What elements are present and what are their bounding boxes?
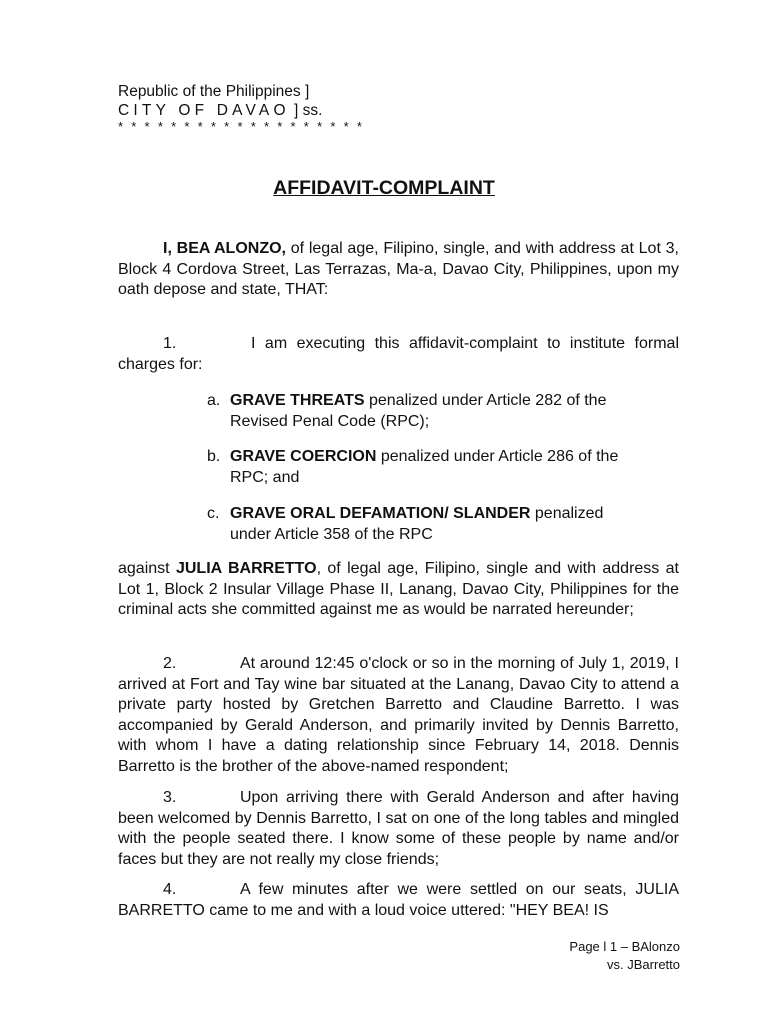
paragraph-2: [118, 654, 679, 777]
paragraph-number: 1.: [163, 335, 177, 352]
charge-label: c.: [207, 505, 220, 522]
charge-item-a: [207, 391, 652, 432]
paragraph-4: [118, 880, 679, 921]
intro-text: of legal age, Filipino, single, and with address at Lot 3, Block 4 Cordova Street, Las Terrazas, Ma-a, Davao City, Philippines, upon my oath depose and state, THAT:: [118, 240, 679, 298]
paragraph-number: 2.: [163, 655, 177, 672]
paragraph-number: 3.: [163, 789, 177, 806]
footer-case-label: vs. JBarretto: [607, 957, 680, 972]
venue-block: [118, 82, 364, 133]
footer-page-label: Page l 1 – BAlonzo: [569, 939, 680, 954]
charge-label: a.: [207, 392, 221, 409]
charge-name: GRAVE THREATS: [230, 392, 365, 409]
against-text: , of legal age, Filipino, single and with address at Lot 1, Block 2 Insular Village Phase II, Lanang, Davao City, Philippines for the criminal acts she committed against me as would be narrated hereunder;: [118, 560, 680, 618]
asterisk-divider: * * * * * * * * * * * * * * * * * * *: [118, 119, 365, 134]
charge-text-cont: under Article 358 of the RPC: [230, 525, 433, 543]
paragraph-3: [118, 788, 679, 870]
paragraph-text: I am executing this affidavit-complaint to institute formal charges for:: [118, 335, 679, 373]
city-line: [118, 101, 364, 120]
paragraph-text: Upon arriving there with Gerald Anderson and after having been welcomed by Dennis Barretto, I sat on one of the long tables and mingled with the people seated there. I know some of these people by name and/or faces but they are not really my close friends;: [118, 789, 679, 868]
charge-text: penalized under Article 286 of the: [376, 448, 619, 465]
paragraph-text: At around 12:45 o'clock or so in the morning of July 1, 2019, I arrived at Fort and Tay wine bar situated at the Lanang, Davao City to attend a private party hosted by Gretchen Barretto and Claudine Barretto. I was accompanied by Gerald Anderson, and primarily invited by Dennis Barretto, with whom I have a dating relationship since February 14, 2018. Dennis Barretto is the brother of the above-named respondent;: [118, 655, 679, 775]
charge-text: penalized: [530, 505, 604, 522]
against-prefix: against: [118, 560, 176, 577]
charge-label: b.: [207, 448, 221, 465]
page-footer: [569, 938, 680, 974]
charge-text-cont: RPC; and: [230, 468, 300, 486]
charge-item-c: [207, 504, 652, 545]
charge-text: penalized under Article 282 of the: [364, 392, 607, 409]
paragraph-1: [118, 334, 679, 375]
charge-name: GRAVE COERCION: [230, 448, 377, 465]
charge-item-b: [207, 447, 652, 488]
paragraph-text: A few minutes after we were settled on our seats, JULIA BARRETTO came to me and with a loud voice uttered: "HEY BEA! IS: [118, 881, 679, 919]
ss-marker: ] ss.: [289, 102, 323, 119]
intro-paragraph: [118, 239, 679, 301]
affiant-name: I, BEA ALONZO,: [163, 240, 286, 257]
republic-line: Republic of the Philippines ]: [118, 83, 310, 100]
paragraph-number: 4.: [163, 881, 177, 898]
document-title: AFFIDAVIT-COMPLAINT: [273, 177, 495, 199]
charge-name: GRAVE ORAL DEFAMATION/ SLANDER: [230, 505, 531, 522]
against-paragraph: [118, 559, 679, 621]
charge-text-cont: Revised Penal Code (RPC);: [230, 412, 430, 430]
city-name: CITY OF DAVAO: [118, 102, 290, 119]
respondent-name: JULIA BARRETTO: [175, 560, 317, 577]
